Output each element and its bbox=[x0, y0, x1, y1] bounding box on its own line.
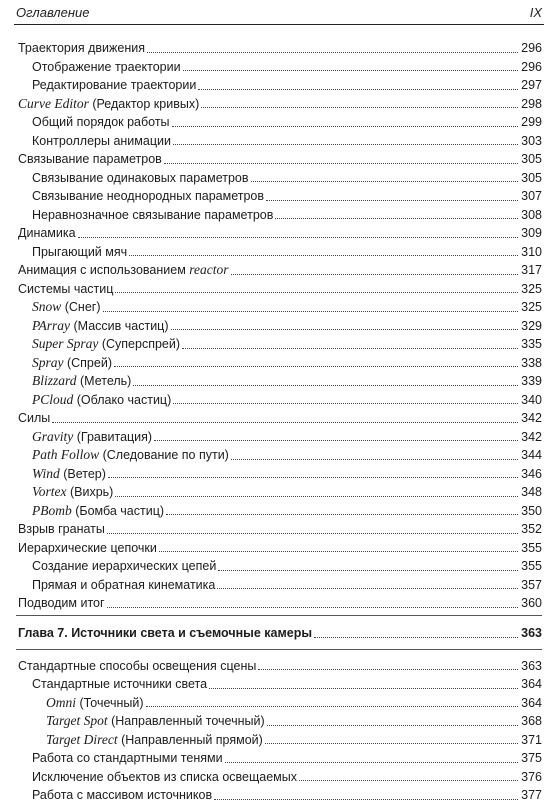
header-title: Оглавление bbox=[16, 5, 90, 20]
leader-dots bbox=[258, 669, 518, 670]
toc-entry[interactable] bbox=[14, 206, 542, 225]
toc-entry-title bbox=[32, 768, 297, 787]
toc-entry-page: 298 bbox=[521, 96, 542, 111]
toc-entry-title bbox=[18, 39, 145, 58]
toc-entry-page: 342 bbox=[521, 411, 542, 425]
leader-dots bbox=[217, 588, 518, 589]
toc-entry-italic-term: Spray bbox=[32, 354, 64, 370]
toc-entry-text: Подводим итог bbox=[18, 596, 105, 610]
toc-entry-text: Силы bbox=[18, 411, 51, 425]
toc-entry-page: 299 bbox=[521, 115, 542, 129]
toc-entry[interactable] bbox=[14, 58, 542, 77]
leader-dots bbox=[103, 311, 518, 312]
toc-entry-title bbox=[32, 169, 249, 188]
leader-dots bbox=[201, 107, 518, 108]
toc-entry-page: 376 bbox=[521, 769, 542, 784]
leader-dots bbox=[225, 762, 518, 763]
toc-entry-italic-term: Curve Editor bbox=[18, 95, 89, 111]
leader-dots bbox=[107, 533, 518, 534]
toc-entry[interactable] bbox=[14, 187, 542, 206]
toc-entry-text: (Гравитация) bbox=[73, 429, 153, 444]
toc-entry-text: Редактирование траектории bbox=[32, 78, 197, 92]
toc-entry[interactable] bbox=[14, 261, 542, 280]
toc-entry-title bbox=[32, 372, 131, 391]
toc-entry-page: 329 bbox=[521, 318, 542, 333]
toc-section-part1 bbox=[14, 39, 542, 613]
toc-entry-page: 340 bbox=[521, 392, 542, 407]
toc-entry[interactable] bbox=[14, 428, 542, 447]
leader-dots bbox=[267, 725, 518, 726]
toc-entry[interactable] bbox=[14, 354, 542, 373]
toc-entry-page: 339 bbox=[521, 374, 542, 388]
toc-entry-text: (Облако частиц) bbox=[73, 392, 172, 407]
toc-entry-text: (Массив частиц) bbox=[70, 318, 169, 333]
toc-entry-text: Контроллеры анимации bbox=[32, 133, 171, 148]
leader-dots bbox=[115, 292, 518, 293]
toc-entry-text: (Снег) bbox=[61, 300, 101, 314]
toc-entry-title bbox=[32, 502, 164, 521]
toc-entry-text: Траектория движения bbox=[18, 41, 145, 55]
toc-entry[interactable] bbox=[14, 483, 542, 502]
toc-entry-italic-term: Super Spray bbox=[32, 336, 99, 351]
toc-entry[interactable] bbox=[14, 280, 542, 299]
toc-entry-italic-term: PCloud bbox=[32, 391, 74, 407]
toc-entry-italic-term: Blizzard bbox=[32, 373, 77, 388]
toc-entry-page: 364 bbox=[521, 677, 542, 691]
toc-entry-title bbox=[32, 428, 152, 447]
toc-entry-title bbox=[18, 261, 229, 280]
toc-entry-page: 303 bbox=[521, 133, 542, 148]
toc-entry-page: 355 bbox=[521, 540, 542, 555]
toc-entry-page: 350 bbox=[521, 503, 542, 518]
leader-dots bbox=[52, 422, 518, 423]
toc-entry[interactable] bbox=[14, 169, 542, 188]
toc-entry-text: (Метель) bbox=[76, 374, 132, 388]
leader-dots bbox=[133, 385, 518, 386]
section-divider bbox=[16, 649, 542, 650]
leader-dots bbox=[146, 706, 518, 707]
leader-dots bbox=[159, 551, 518, 552]
toc-entry[interactable] bbox=[14, 409, 542, 428]
toc-entry-text: (Точечный) bbox=[76, 695, 144, 710]
toc-entry-italic-term: Wind bbox=[32, 465, 60, 481]
toc-entry[interactable] bbox=[14, 132, 542, 151]
toc-entry-page: 363 bbox=[521, 658, 542, 673]
section-divider bbox=[16, 615, 542, 616]
toc-entry-text: Динамика bbox=[18, 226, 76, 240]
toc-entry[interactable] bbox=[14, 391, 542, 410]
running-header bbox=[14, 4, 542, 24]
leader-dots bbox=[314, 637, 518, 638]
leader-dots bbox=[275, 218, 518, 219]
toc-entry-title bbox=[18, 409, 50, 428]
leader-dots bbox=[251, 181, 518, 182]
toc-entry-title bbox=[32, 113, 170, 132]
chapter-title: Глава 7. Источники света и съемочные камеры bbox=[18, 625, 313, 640]
toc-entry-page: 325 bbox=[521, 300, 542, 314]
toc-entry[interactable] bbox=[14, 298, 542, 317]
toc-entry-page: 305 bbox=[521, 170, 542, 185]
leader-dots bbox=[231, 459, 518, 460]
toc-entry[interactable] bbox=[14, 243, 542, 262]
leader-dots bbox=[214, 799, 518, 800]
toc-entry-title bbox=[32, 786, 212, 805]
toc-entry-title bbox=[32, 354, 112, 373]
toc-entry-page: 355 bbox=[521, 559, 542, 573]
toc-entry-title bbox=[46, 712, 265, 731]
toc-entry[interactable] bbox=[14, 335, 542, 354]
toc-entry[interactable] bbox=[14, 768, 542, 787]
leader-dots bbox=[231, 274, 518, 275]
toc-entry-text: (Следование по пути) bbox=[99, 448, 229, 462]
toc-entry-page: 357 bbox=[521, 577, 542, 592]
toc-entry-italic-term: Gravity bbox=[32, 428, 74, 444]
toc-entry-title bbox=[18, 280, 113, 299]
toc-entry-text: Исключение объектов из списка освещаемых bbox=[32, 769, 298, 784]
leader-dots bbox=[218, 570, 518, 571]
toc-entry-title bbox=[32, 58, 181, 77]
toc-entry-title bbox=[32, 483, 113, 502]
toc-entry-text: Общий порядок работы bbox=[32, 115, 170, 129]
toc-entry[interactable] bbox=[14, 694, 542, 713]
toc-entry-italic-term: Target Spot bbox=[46, 713, 108, 728]
toc-entry[interactable] bbox=[14, 465, 542, 484]
toc-entry[interactable] bbox=[14, 539, 542, 558]
toc-entry-page: 325 bbox=[521, 281, 542, 296]
toc-entry-italic-term: Target Direct bbox=[46, 731, 118, 747]
leader-dots bbox=[107, 607, 518, 608]
toc-entry-text: Прыгающий мяч bbox=[32, 244, 128, 259]
toc-entry-title bbox=[46, 731, 263, 750]
toc-entry-title bbox=[18, 150, 162, 169]
toc-entry[interactable] bbox=[14, 520, 542, 539]
toc-entry-page: 375 bbox=[521, 751, 542, 765]
toc-entry-page: 342 bbox=[521, 429, 542, 444]
toc-entry-page: 296 bbox=[521, 41, 542, 55]
leader-dots bbox=[182, 348, 518, 349]
toc-entry[interactable] bbox=[14, 150, 542, 169]
toc-entry-text: Взрыв гранаты bbox=[18, 522, 105, 536]
leader-dots bbox=[266, 200, 518, 201]
toc-entry-page: 344 bbox=[521, 448, 542, 462]
toc-entry-text: Неравнозначное связывание параметров bbox=[32, 207, 274, 222]
leader-dots bbox=[154, 440, 518, 441]
toc-entry-text: Создание иерархических цепей bbox=[32, 559, 217, 573]
leader-dots bbox=[172, 126, 518, 127]
leader-dots bbox=[78, 237, 518, 238]
toc-entry-title bbox=[32, 187, 264, 206]
toc-entry-title bbox=[32, 298, 101, 317]
chapter-heading[interactable] bbox=[14, 623, 542, 643]
leader-dots bbox=[114, 366, 518, 367]
toc-entry[interactable] bbox=[14, 786, 542, 805]
header-page-number: IX bbox=[529, 5, 542, 20]
toc-entry-page: 338 bbox=[521, 355, 542, 370]
toc-entry-title bbox=[18, 594, 105, 613]
toc-entry[interactable] bbox=[14, 675, 542, 694]
toc-entry-text: Анимация с использованием bbox=[18, 263, 190, 277]
leader-dots bbox=[115, 496, 518, 497]
toc-entry-page: 317 bbox=[521, 263, 542, 277]
toc-entry-text: (Суперспрей) bbox=[98, 337, 181, 351]
leader-dots bbox=[129, 255, 518, 256]
toc-entry-title bbox=[32, 557, 216, 576]
toc-entry-text: Иерархические цепочки bbox=[18, 540, 157, 555]
toc-entry-title bbox=[18, 520, 105, 539]
toc-entry[interactable] bbox=[14, 372, 542, 391]
toc-entry-italic-term: Vortex bbox=[32, 484, 67, 499]
toc-entry[interactable] bbox=[14, 712, 542, 731]
toc-entry-page: 348 bbox=[521, 485, 542, 499]
toc-entry-page: 377 bbox=[521, 788, 542, 802]
toc-entry[interactable] bbox=[14, 731, 542, 750]
toc-entry[interactable] bbox=[14, 502, 542, 521]
toc-entry-page: 310 bbox=[521, 244, 542, 259]
table-of-contents bbox=[14, 39, 542, 805]
leader-dots bbox=[209, 688, 518, 689]
toc-entry-page: 346 bbox=[521, 466, 542, 481]
toc-entry-text: (Спрей) bbox=[63, 355, 112, 370]
leader-dots bbox=[173, 403, 518, 404]
toc-entry-text: (Редактор кривых) bbox=[88, 96, 200, 111]
toc-entry[interactable] bbox=[14, 76, 542, 95]
toc-entry-text: Связывание неоднородных параметров bbox=[32, 189, 265, 203]
toc-entry[interactable] bbox=[14, 39, 542, 58]
toc-entry-text: (Направленный прямой) bbox=[117, 732, 263, 747]
toc-entry-title bbox=[32, 335, 180, 354]
toc-entry-page: 307 bbox=[521, 189, 542, 203]
toc-section-part2 bbox=[14, 657, 542, 805]
toc-entry-title bbox=[32, 446, 229, 465]
toc-entry-title bbox=[32, 749, 223, 768]
leader-dots bbox=[108, 477, 518, 478]
toc-entry-page: 309 bbox=[521, 226, 542, 240]
toc-entry-title bbox=[32, 76, 196, 95]
toc-entry-italic-term: Path Follow bbox=[32, 447, 100, 462]
toc-entry-text: Связывание одинаковых параметров bbox=[32, 170, 249, 185]
leader-dots bbox=[265, 743, 518, 744]
toc-entry-title bbox=[18, 224, 76, 243]
toc-entry-page: 297 bbox=[521, 78, 542, 92]
toc-entry-title bbox=[32, 576, 215, 595]
toc-entry-page: 352 bbox=[521, 522, 542, 536]
toc-entry[interactable] bbox=[14, 446, 542, 465]
toc-entry-title bbox=[32, 391, 171, 410]
toc-entry-italic-term: Snow bbox=[32, 299, 62, 314]
toc-entry[interactable] bbox=[14, 576, 542, 595]
leader-dots bbox=[164, 163, 518, 164]
toc-entry[interactable] bbox=[14, 224, 542, 243]
leader-dots bbox=[198, 89, 518, 90]
leader-dots bbox=[183, 70, 518, 71]
toc-entry-page: 371 bbox=[521, 732, 542, 747]
toc-entry-page: 360 bbox=[521, 596, 542, 610]
header-rule bbox=[14, 24, 544, 25]
toc-entry-title bbox=[18, 657, 256, 676]
toc-entry-text: Системы частиц bbox=[18, 281, 114, 296]
toc-entry-title bbox=[32, 243, 127, 262]
toc-entry-italic-term: PBomb bbox=[32, 502, 72, 518]
toc-entry[interactable] bbox=[14, 317, 542, 336]
toc-entry[interactable] bbox=[14, 594, 542, 613]
toc-entry-title bbox=[32, 675, 207, 694]
toc-entry-text: Прямая и обратная кинематика bbox=[32, 577, 216, 592]
toc-entry-title bbox=[32, 317, 169, 336]
toc-entry[interactable] bbox=[14, 749, 542, 768]
toc-entry-italic-term: PArray bbox=[32, 317, 71, 333]
leader-dots bbox=[173, 144, 518, 145]
toc-entry-text: (Вихрь) bbox=[66, 485, 114, 499]
toc-entry[interactable] bbox=[14, 95, 542, 114]
chapter-page: 363 bbox=[521, 625, 542, 640]
toc-entry-title bbox=[18, 539, 157, 558]
leader-dots bbox=[166, 514, 518, 515]
toc-entry-text: (Ветер) bbox=[59, 466, 106, 481]
toc-entry-text: Стандартные источники света bbox=[32, 677, 208, 691]
toc-entry[interactable] bbox=[14, 113, 542, 132]
toc-entry[interactable] bbox=[14, 557, 542, 576]
toc-entry-text: Работа с массивом источников bbox=[32, 788, 213, 802]
leader-dots bbox=[299, 780, 518, 781]
toc-entry-text: (Бомба частиц) bbox=[71, 503, 165, 518]
leader-dots bbox=[147, 52, 518, 53]
toc-entry-page: 296 bbox=[521, 59, 542, 74]
toc-entry-page: 305 bbox=[521, 152, 542, 166]
toc-entry-title bbox=[18, 95, 199, 114]
toc-entry-page: 368 bbox=[521, 714, 542, 728]
toc-entry-page: 335 bbox=[521, 337, 542, 351]
toc-entry-italic-term: reactor bbox=[189, 262, 229, 277]
toc-entry-text: Отображение траектории bbox=[32, 59, 181, 74]
toc-entry-title bbox=[32, 206, 273, 225]
toc-entry[interactable] bbox=[14, 657, 542, 676]
toc-entry-title bbox=[46, 694, 144, 713]
toc-entry-text: Стандартные способы освещения сцены bbox=[18, 658, 257, 673]
toc-entry-italic-term: Omni bbox=[46, 694, 76, 710]
leader-dots bbox=[171, 329, 519, 330]
toc-entry-title bbox=[32, 132, 171, 151]
toc-entry-text: Связывание параметров bbox=[18, 152, 162, 166]
toc-entry-page: 364 bbox=[521, 695, 542, 710]
toc-entry-title bbox=[32, 465, 106, 484]
toc-entry-page: 308 bbox=[521, 207, 542, 222]
toc-entry-text: Работа со стандартными тенями bbox=[32, 751, 223, 765]
toc-entry-text: (Направленный точечный) bbox=[107, 714, 265, 728]
